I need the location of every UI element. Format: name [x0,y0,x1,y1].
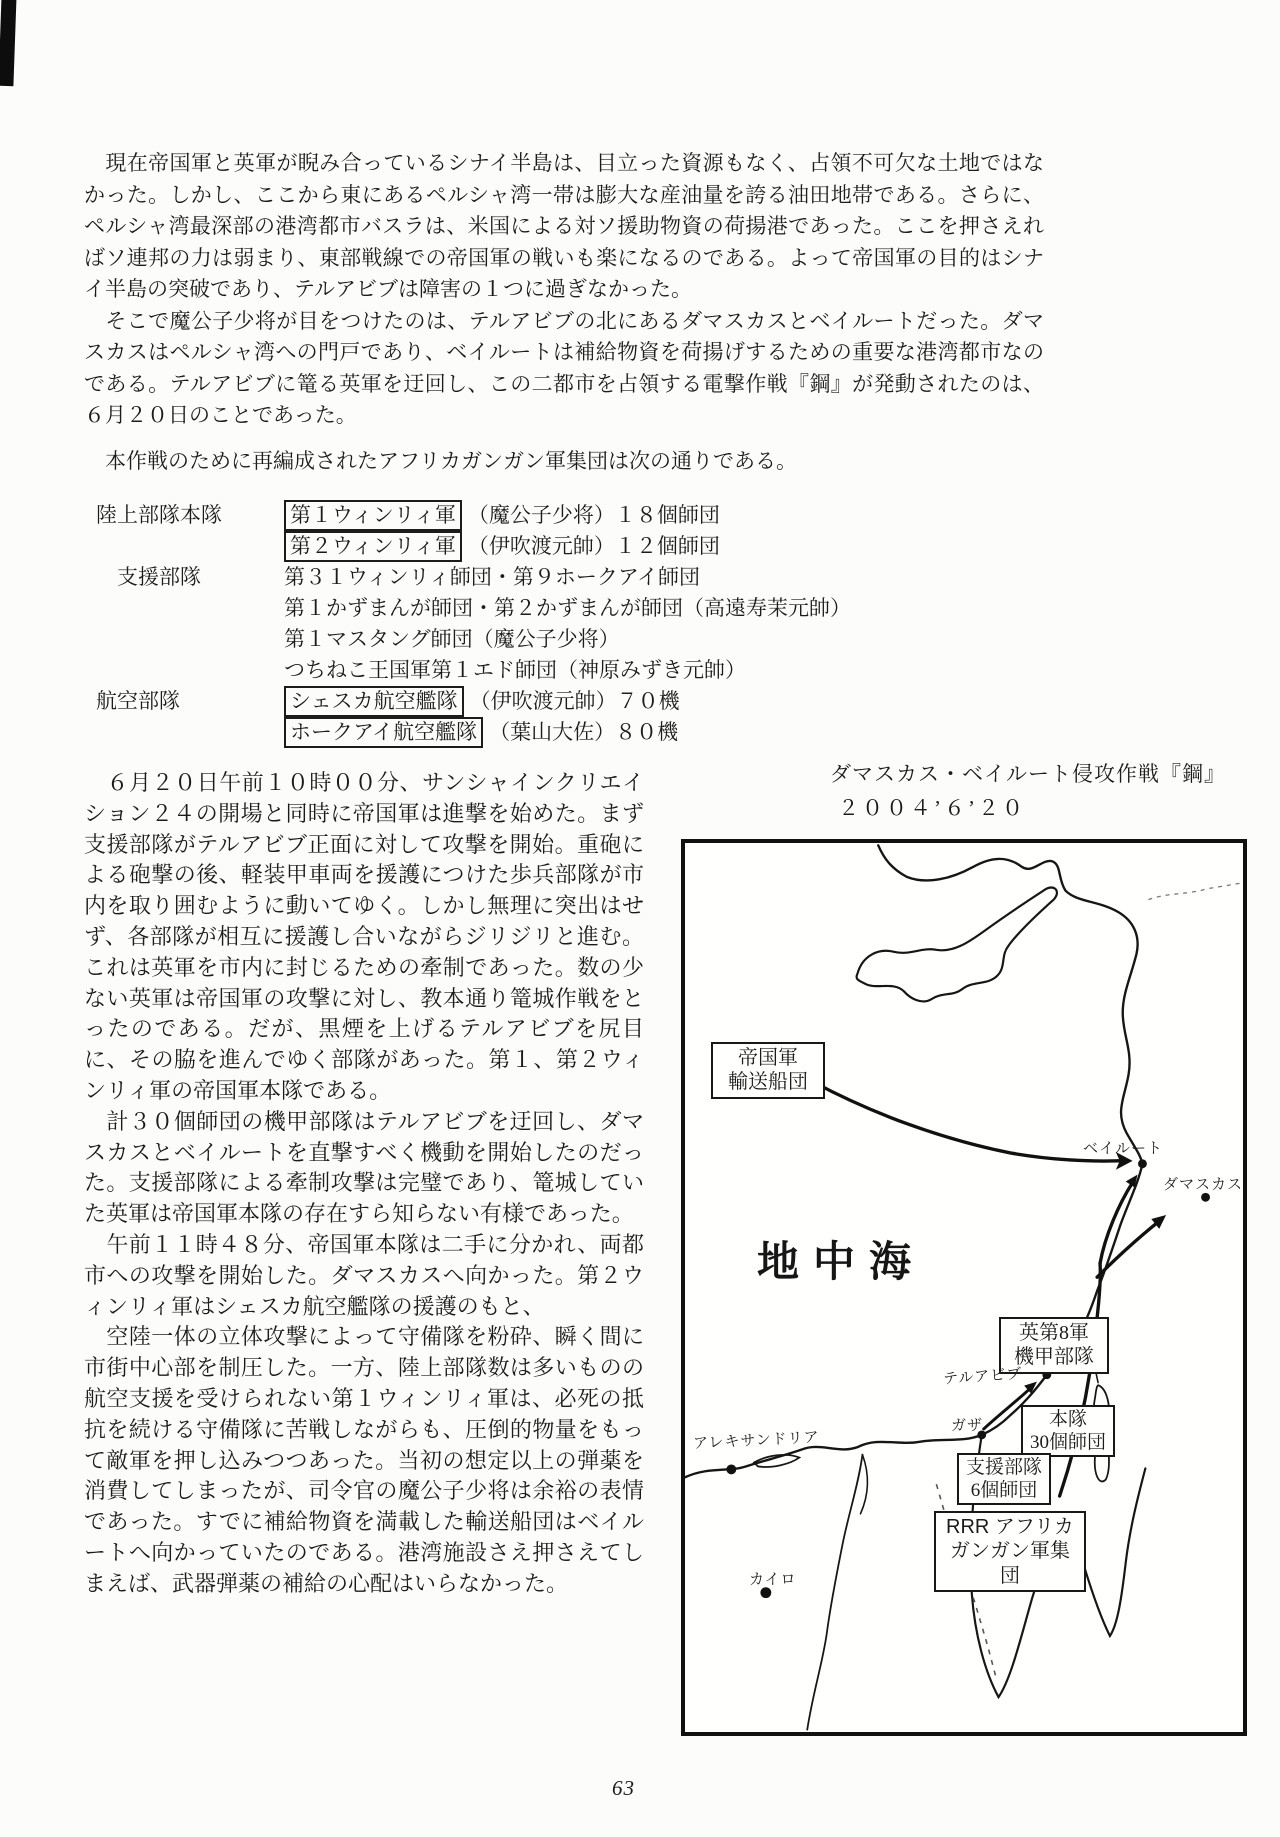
convoy-route-arrow [813,1082,1119,1161]
unit-rest: 第１かずまんが師団・第２かずまんが師団（高遠寿茉元帥） [284,596,851,620]
oob-content [284,655,746,686]
unit-rest: 第１マスタング師団（魔公子少将） [284,627,620,651]
oob-row [96,655,1036,686]
map-title: ダマスカス・ベイルート侵攻作戦『鋼』 [830,762,1226,786]
oob-content [284,624,620,655]
army-group-line1: RRR アフリカ [946,1516,1074,1538]
unit-rest: つちねこ王国軍第１エド師団（神原みずき元帥） [284,658,746,682]
alexandria-label: アレキサンドリア [692,1429,821,1453]
paragraph-flanking: 計３０個師団の機甲部隊はテルアビブを迂回し、ダマスカスとベイルートを直撃すべく機動を開始したのだった。支援部隊による牽制攻撃は完璧であり、篭城していた英軍は帝国軍本隊の存在すら知らない有様であった。 [84,1108,644,1227]
uk8-box-line1: 英第8軍 [1019,1322,1089,1344]
cyprus-island [857,887,1057,1001]
oob-content [284,686,680,717]
paragraph-sinai: 現在帝国軍と英軍が睨み合っているシナイ半島は、目立った資源もなく、占領不可欠な土地ではなかった。しかし、ここから東にあるペルシャ湾一帯は膨大な産油量を誇る油田地帯である。さらに、ペルシャ湾最深部の港湾都市バスラは、米国による対ソ援助物資の荷揚港であった。ここを押さえればソ連邦の力は弱まり、東部戦線での帝国軍の戦いも楽になるのである。よって帝国軍の目的はシナイ半島の突破であり、テルアビブは障害の１つに過ぎなかった。 [84,151,1044,301]
convoy-box-line2: 輸送船団 [728,1071,808,1094]
damascus-label: ダマスカス [1163,1177,1244,1193]
sea-label: 地中海 [757,1238,926,1285]
oob-row [96,624,1036,655]
beirut-dot [1138,1159,1147,1168]
map-date: ２００４’６’２０ [838,796,1026,820]
damascus-dot [1201,1193,1210,1202]
oob-content [284,593,851,624]
unit-boxed: 第１ウィンリィ軍 [284,500,462,531]
damascus-branch-arrow [1097,1222,1158,1277]
paragraph-oob-intro: 本作戦のために再編成されたアフリカガンガン軍集団は次の通りである。 [84,448,797,473]
paragraph-operation-plan: そこで魔公子少将が目をつけたのは、テルアビブの北にあるダマスカスとベイルートだった。ダマスカスはペルシャ湾への門戸であり、ベイルートは補給物資を荷揚げするための重要な港湾都市なのである。テルアビブに篭る英軍を迂回し、この二都市を占領する電撃作戦『鋼』が発動されたのは、６月２０日のことであった。 [84,308,1044,427]
oob-label: 支援部隊 [96,565,201,589]
oob-row [96,531,1036,562]
main-force-line1: 本隊 [1048,1409,1087,1430]
main-force-line2: 30個師団 [1029,1432,1106,1454]
oob-row [96,686,1036,717]
uk8-box-line2: 機甲部隊 [1014,1346,1094,1369]
intro-text [84,148,1044,477]
main-force-box-label [1021,1405,1115,1457]
unit-rest: （伊吹渡元帥）７０機 [469,689,680,713]
alexandria-dot [726,1464,736,1474]
oob-row [96,593,1036,624]
support-line1: 支援部隊 [965,1457,1042,1478]
paragraph-assault: 空陸一体の立体攻撃によって守備隊を粉砕、瞬く間に市街中心部を制圧した。一方、陸上部隊数は多いものの航空支援を受けられない第１ウィンリィ軍は、必死の抵抗を続ける守備隊に苦戦しながらも、圧倒的物量をもって敵軍を押し込みつつあった。当初の想定以上の弾薬を消費してしまったが、司令官の魔公子少将は余裕の表情であった。すでに補給物資を満載した輸送船団はベイルートへ向かっていたのである。港湾施設さえ押さえてしまえば、武器弾薬の補給の心配はいらなかった。 [84,1324,644,1596]
oob-content [284,562,700,593]
army-group-line2: ガンガン軍集団 [950,1540,1070,1587]
unit-boxed: ホークアイ航空艦隊 [284,717,483,748]
unit-boxed: シェスカ航空艦隊 [284,686,464,717]
oob-row [96,500,1036,531]
paragraph-advance: ６月２０日午前１０時００分、サンシャインクリエイション２４の開場と同時に帝国軍は進撃を始めた。まず支援部隊がテルアビブ正面に対して攻撃を開始。重砲による砲撃の後、軽装甲車両を援護につけた歩兵部隊が市内を取り囲むように動いてゆく。しかし無理に突出はせず、各部隊が相互に援護し合いながらジリジリと進む。これは英軍を市内に封じるための牽制であった。数の少ない英軍は帝国軍の攻撃に対し、教本通り篭城作戦をとったのである。だが、黒煙を上げるテルアビブを尻目に、その脇を進んでゆく部隊があった。第１、第２ウィンリィ軍の帝国軍本隊である。 [84,770,644,1103]
scan-edge-artifact [0,0,17,86]
army-group-box-label [934,1511,1086,1592]
beirut-label: ベイルート [1083,1141,1164,1157]
cairo-label: カイロ [749,1572,797,1588]
unit-boxed: 第２ウィンリィ軍 [284,531,462,562]
oob-content [284,500,720,531]
paragraph-split: 午前１１時４８分、帝国軍本隊は二手に分かれ、両都市への攻撃を開始した。ダマスカスへ向かった。第２ウィンリィ軍はシェスカ航空艦隊の援護のもと、 [84,1231,644,1319]
support-line2: 6個師団 [970,1480,1038,1502]
telaviv-label: テルアビブ [942,1366,1023,1388]
campaign-map [681,839,1247,1736]
unit-rest: 第３１ウィンリィ師団・第９ホークアイ師団 [284,565,701,589]
oob-label: 航空部隊 [96,689,180,713]
unit-rest: （葉山大佐）８０機 [489,720,679,744]
beirut-branch-arrow [1100,1183,1133,1264]
order-of-battle [96,500,1036,748]
oob-row [96,717,1036,748]
convoy-box-line1: 帝国軍 [738,1047,798,1069]
oob-content [284,717,678,748]
north-dashed-line [1148,883,1243,900]
nile-river [807,1455,862,1730]
convoy-box-label [711,1042,825,1099]
oob-content [284,531,720,562]
gaza-label: ガザ [951,1418,984,1434]
support-box-label [957,1453,1051,1505]
unit-rest: （伊吹渡元帥）１２個師団 [467,534,720,558]
page-number: 63 [612,1776,635,1800]
oob-row [96,562,1036,593]
unit-rest: （魔公子少将）１８個師団 [467,503,720,527]
oob-label: 陸上部隊本隊 [96,503,222,527]
battle-report [84,768,644,1600]
